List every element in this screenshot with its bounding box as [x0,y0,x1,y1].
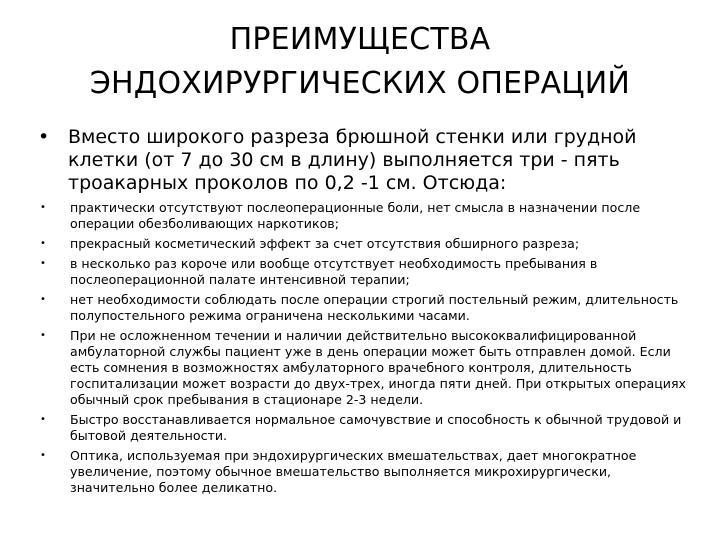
sub-bullet-list [40,200,690,500]
title-line-2: ЭНДОХИРУРГИЧЕСКИХ ОПЕРАЦИЙ [89,66,631,101]
list-item [40,412,690,444]
list-item [40,256,690,288]
list-item-text: нет необходимости соблюдать после операции строгий постельный режим, длительность полупостельного режима ограничена несколькими часами. [70,292,679,323]
bullet-icon: • [40,202,46,213]
list-item-text: практически отсутствуют послеоперационные боли, нет смысла в назначении после операции обезболивающих наркотиков; [70,200,641,231]
bullet-icon: • [40,450,46,461]
bullet-icon: • [40,258,46,269]
bullet-icon: • [40,238,46,249]
list-item-text: в несколько раз короче или вообще отсутствует необходимость пребывания в послеоперационной палате интенсивной терапии; [70,256,598,287]
bullet-icon: • [40,330,46,341]
list-item-text: прекрасный косметический эффект за счет отсутствия обширного разреза; [70,236,580,251]
list-item [40,448,690,496]
list-item [40,292,690,324]
list-item [40,236,690,252]
bullet-icon: • [40,414,46,425]
list-item [40,200,690,232]
bullet-icon: • [38,126,50,148]
main-bullet [38,126,688,195]
list-item [40,328,690,408]
slide-title [40,18,680,106]
title-line-1: ПРЕИМУЩЕСТВА [229,22,491,57]
list-item-text: При не осложненном течении и наличии действительно высококвалифицированной амбулаторной службы пациент уже в день операции может быть отправлен домой. Если есть сомнения в возможностях амбулаторного врачебного контроля, длительность госпитализации может возрасти до двух-трех, иногда пяти дней. При открытых операциях обычный срок пребывания в стационаре 2-3 недели. [70,328,687,407]
bullet-icon: • [40,294,46,305]
list-item-text: Быстро восстанавливается нормальное самочувствие и способность к обычной трудовой и бытовой деятельности. [70,412,682,443]
main-bullet-text: Вместо широкого разреза брюшной стенки или грудной клетки (от 7 до 30 см в длину) выполняется три - пять троакарных проколов по 0,2 -1 см. Отсюда: [68,126,637,194]
list-item-text: Оптика, используемая при эндохирургических вмешательствах, дает многократное увеличение, поэтому обычное вмешательство выполняется микрохирургически, значительно более деликатно. [70,448,637,495]
